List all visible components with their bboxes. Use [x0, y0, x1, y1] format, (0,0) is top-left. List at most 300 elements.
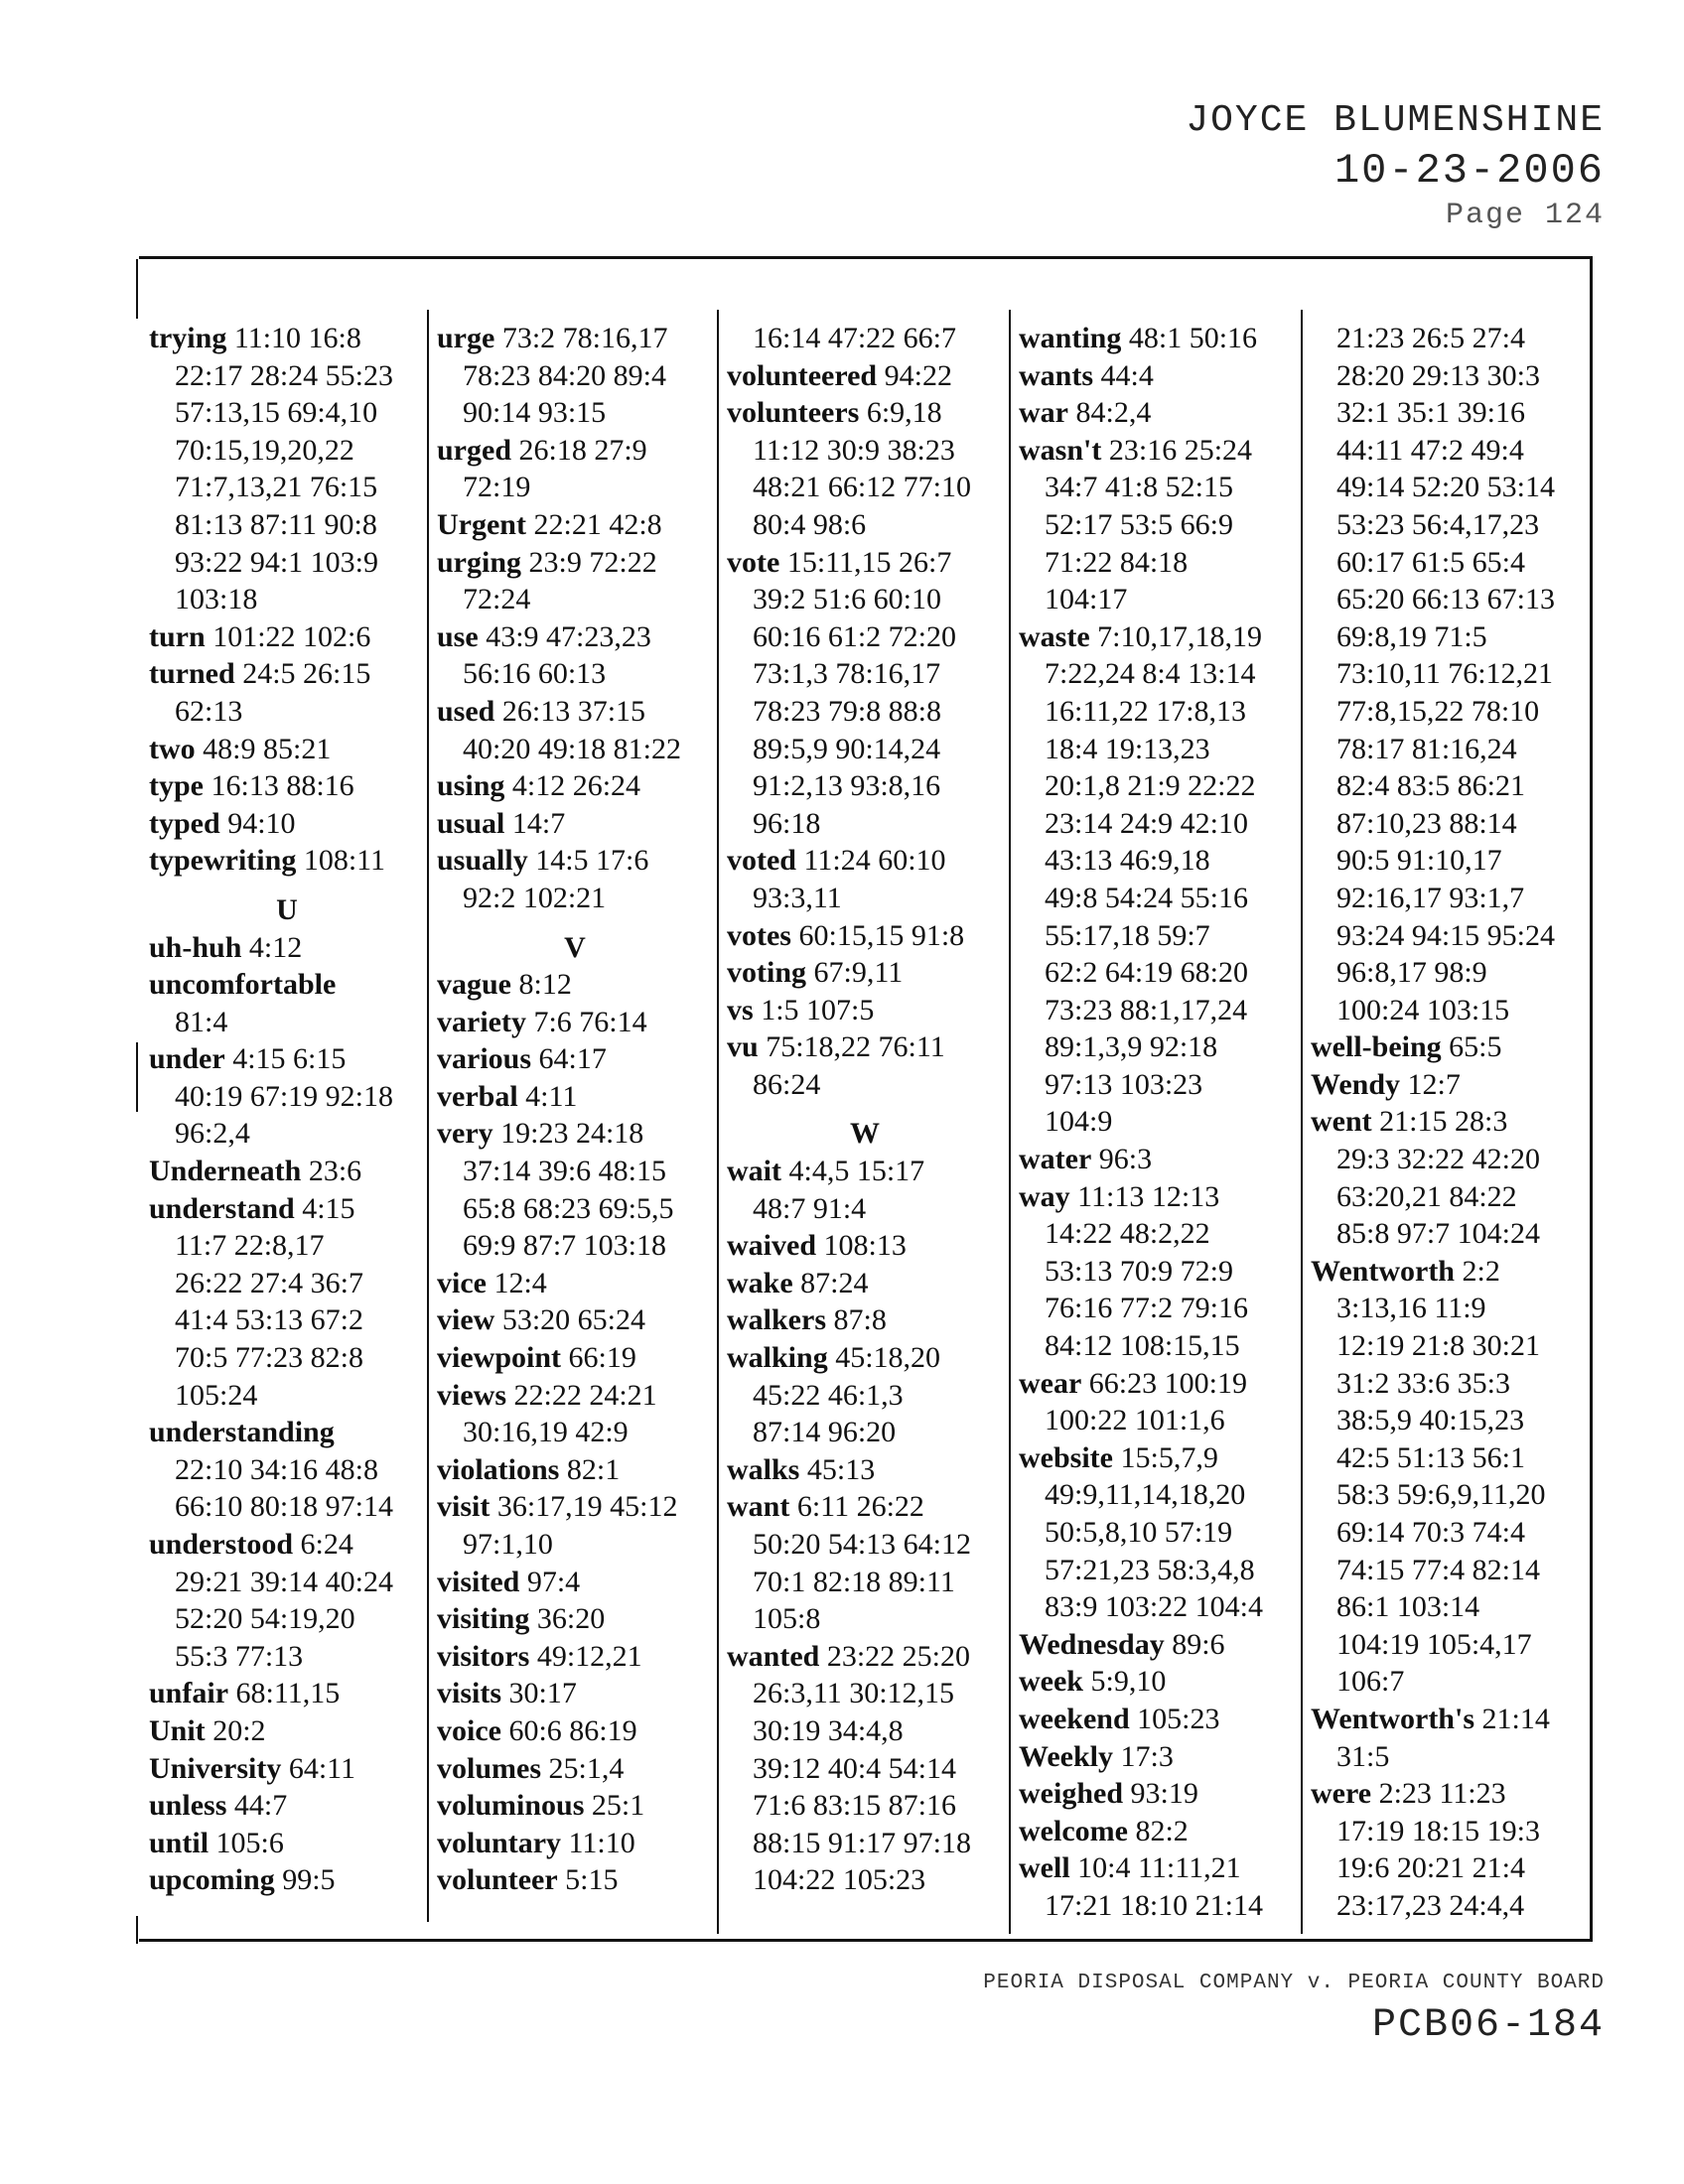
index-entry	[149, 1414, 425, 1451]
index-term: trying	[149, 322, 227, 354]
page-line-refs: 11:13 12:13	[1069, 1179, 1220, 1213]
column-divider	[717, 310, 719, 1934]
index-entry	[437, 544, 713, 582]
index-entry	[1019, 1439, 1295, 1477]
index-continuation: 20:1,8 21:9 22:22	[1045, 769, 1256, 803]
page-line-refs: 30:17	[501, 1677, 577, 1710]
index-term: understood	[149, 1528, 294, 1561]
index-entry	[437, 1115, 713, 1153]
index-continuation: 29:21 39:14 40:24	[175, 1565, 394, 1598]
index-continuation: 104:17	[1045, 583, 1128, 616]
page-line-refs: 15:5,7,9	[1112, 1440, 1218, 1474]
index-continuation: 81:4	[175, 1005, 228, 1038]
index-continuation: 72:19	[463, 471, 531, 504]
index-term: volunteered	[727, 358, 878, 392]
index-entry	[1019, 1626, 1295, 1664]
index-continuation: 100:24 103:15	[1336, 993, 1510, 1026]
index-entry	[437, 1564, 713, 1601]
index-term: volumes	[437, 1751, 541, 1785]
page-line-refs: 4:15	[294, 1191, 355, 1225]
index-continuation: 57:21,23 58:3,4,8	[1045, 1553, 1255, 1586]
index-continuation: 93:24 94:15 95:24	[1336, 918, 1556, 952]
index-entry	[437, 1078, 713, 1116]
index-continuation: 70:1 82:18 89:11	[753, 1565, 955, 1598]
index-continuation: 87:10,23 88:14	[1336, 806, 1517, 840]
page-line-refs: 45:18,20	[827, 1341, 941, 1375]
index-continuation: 17:21 18:10 21:14	[1045, 1888, 1264, 1922]
index-continuation: 76:16 77:2 79:16	[1045, 1292, 1249, 1325]
index-entry	[149, 929, 425, 967]
index-term: waste	[1019, 619, 1090, 653]
page-line-refs: 97:4	[519, 1565, 581, 1598]
page-line-refs: 26:18 27:9	[511, 433, 647, 467]
index-continuation: 39:12 40:4 54:14	[753, 1751, 957, 1785]
index-entry	[727, 1339, 1003, 1377]
page-line-refs: 87:8	[826, 1303, 887, 1337]
index-continuation: 18:4 19:13,23	[1045, 732, 1210, 765]
page-line-refs: 66:23 100:19	[1081, 1366, 1247, 1400]
index-entry	[149, 655, 425, 693]
index-continuation: 83:9 103:22 104:4	[1045, 1590, 1264, 1624]
index-entry	[1019, 1813, 1295, 1850]
index-term: visit	[437, 1490, 491, 1524]
page-line-refs: 20:2	[205, 1713, 266, 1747]
index-term: wants	[1019, 358, 1094, 392]
index-continuation: 89:1,3,9 92:18	[1045, 1030, 1218, 1064]
page-line-refs: 22:21 42:8	[525, 507, 662, 541]
index-entry	[437, 618, 713, 656]
index-continuation: 78:17 81:16,24	[1336, 732, 1517, 765]
index-entry	[1311, 1775, 1587, 1813]
index-continuation: 39:2 51:6 60:10	[753, 583, 942, 616]
index-continuation: 65:20 66:13 67:13	[1336, 583, 1556, 616]
index-continuation: 78:23 79:8 88:8	[753, 694, 942, 728]
column-divider	[1009, 310, 1011, 1934]
index-entry	[727, 954, 1003, 992]
index-term: urge	[437, 322, 495, 354]
index-entry	[1019, 1849, 1295, 1887]
index-continuation: 43:13 46:9,18	[1045, 844, 1210, 878]
page-line-refs: 14:7	[504, 806, 566, 840]
index-term: vote	[727, 545, 780, 579]
index-term: very	[437, 1117, 493, 1151]
index-continuation: 70:15,19,20,22	[175, 433, 354, 467]
page-line-refs: 94:10	[219, 806, 296, 840]
page-line-refs: 44:4	[1093, 358, 1154, 392]
index-entry	[727, 1153, 1003, 1190]
index-term: University	[149, 1751, 282, 1785]
index-continuation: 29:3 32:22 42:20	[1336, 1143, 1541, 1176]
index-continuation: 104:22 105:23	[753, 1863, 926, 1897]
index-entry	[1019, 618, 1295, 656]
index-entry	[437, 1600, 713, 1638]
index-continuation: 73:23 88:1,17,24	[1045, 993, 1248, 1026]
index-continuation: 26:22 27:4 36:7	[175, 1266, 364, 1299]
index-continuation: 103:18	[175, 583, 258, 616]
index-entry	[727, 1638, 1003, 1676]
page-line-refs: 4:11	[517, 1079, 578, 1113]
index-continuation: 69:9 87:7 103:18	[463, 1229, 667, 1263]
page-line-refs: 4:12 26:24	[504, 769, 641, 803]
index-continuation: 32:1 35:1 39:16	[1336, 396, 1526, 430]
index-continuation: 44:11 47:2 49:4	[1336, 433, 1524, 467]
index-continuation: 105:8	[753, 1602, 821, 1636]
index-continuation: 104:19 105:4,17	[1336, 1627, 1532, 1661]
index-entry	[149, 1787, 425, 1825]
index-continuation: 52:17 53:5 66:9	[1045, 507, 1234, 541]
index-continuation: 66:10 80:18 97:14	[175, 1490, 394, 1524]
index-term: uh-huh	[149, 930, 242, 964]
page-line-refs: 73:2 78:16,17	[494, 322, 668, 354]
index-continuation: 77:8,15,22 78:10	[1336, 694, 1540, 728]
index-entry	[437, 1265, 713, 1302]
index-term: uncomfortable	[149, 968, 337, 1002]
index-entry	[437, 1825, 713, 1862]
index-column-1	[149, 320, 425, 1899]
index-entry	[1019, 1141, 1295, 1178]
index-continuation: 106:7	[1336, 1665, 1405, 1699]
index-continuation: 105:24	[175, 1378, 258, 1412]
index-continuation: 80:4 98:6	[753, 507, 867, 541]
page-line-refs: 11:24 60:10	[796, 844, 946, 878]
index-entry	[149, 767, 425, 805]
index-entry	[437, 1712, 713, 1750]
index-continuation: 14:22 48:2,22	[1045, 1217, 1210, 1251]
index-continuation: 69:8,19 71:5	[1336, 619, 1487, 653]
index-term: wanting	[1019, 322, 1122, 354]
page-line-refs: 7:6 76:14	[525, 1005, 647, 1038]
index-continuation: 71:22 84:18	[1045, 545, 1189, 579]
index-term: vague	[437, 968, 511, 1002]
page-line-refs: 89:6	[1164, 1627, 1225, 1661]
index-entry	[727, 842, 1003, 880]
index-term: voting	[727, 956, 807, 990]
index-continuation: 17:19 18:15 19:3	[1336, 1814, 1541, 1847]
index-entry	[437, 1638, 713, 1676]
index-term: voluntary	[437, 1826, 562, 1859]
page-line-refs: 19:23 24:18	[492, 1117, 644, 1151]
index-entry	[437, 432, 713, 470]
column-divider	[1301, 310, 1303, 1934]
index-continuation: 3:13,16 11:9	[1336, 1292, 1486, 1325]
page-line-refs: 82:1	[559, 1452, 621, 1486]
section-gap	[727, 1103, 1003, 1115]
index-continuation: 86:24	[753, 1067, 821, 1101]
index-entry	[1019, 357, 1295, 395]
index-continuation: 28:20 29:13 30:3	[1336, 358, 1541, 392]
index-term: wear	[1019, 1366, 1082, 1400]
index-continuation: 89:5,9 90:14,24	[753, 732, 941, 765]
index-continuation: 60:16 61:2 72:20	[753, 619, 957, 653]
index-term: variety	[437, 1005, 526, 1038]
index-entry	[1311, 1701, 1587, 1738]
index-term: vice	[437, 1266, 487, 1299]
index-entry	[727, 1265, 1003, 1302]
page-line-refs: 24:5 26:15	[234, 657, 371, 691]
index-continuation: 26:3,11 30:12,15	[753, 1677, 955, 1710]
index-term: various	[437, 1042, 532, 1076]
index-term: well-being	[1311, 1030, 1442, 1064]
page-line-refs: 23:16 25:24	[1101, 433, 1253, 467]
index-term: wasn't	[1019, 433, 1102, 467]
index-entry	[1019, 1775, 1295, 1813]
index-term: waived	[727, 1229, 816, 1263]
index-continuation: 78:23 84:20 89:4	[463, 358, 667, 392]
index-term: turn	[149, 619, 206, 653]
index-continuation: 92:16,17 93:1,7	[1336, 881, 1525, 914]
index-entry	[437, 1750, 713, 1788]
index-term: viewpoint	[437, 1341, 562, 1375]
page-line-refs: 99:5	[274, 1863, 336, 1897]
index-term: way	[1019, 1179, 1070, 1213]
page-line-refs: 7:10,17,18,19	[1089, 619, 1262, 653]
index-term: walkers	[727, 1303, 826, 1337]
page-line-refs: 60:6 86:19	[500, 1713, 637, 1747]
page-line-refs: 87:24	[792, 1266, 869, 1299]
index-continuation: 71:6 83:15 87:16	[753, 1789, 957, 1823]
index-entry	[437, 842, 713, 880]
index-term: view	[437, 1303, 495, 1337]
index-continuation: 40:20 49:18 81:22	[463, 732, 682, 765]
index-term: wake	[727, 1266, 793, 1299]
index-entry	[437, 1301, 713, 1339]
section-gap	[149, 880, 425, 891]
page-line-refs: 25:1	[584, 1789, 645, 1823]
index-entry	[1019, 432, 1295, 470]
case-caption: PEORIA DISPOSAL COMPANY v. PEORIA COUNTY BOARD	[983, 1972, 1605, 1994]
index-entry	[149, 1040, 425, 1078]
index-term: walking	[727, 1341, 828, 1375]
index-continuation: 97:13 103:23	[1045, 1067, 1203, 1101]
index-term: voice	[437, 1713, 501, 1747]
index-entry	[149, 966, 425, 1004]
index-continuation: 88:15 91:17 97:18	[753, 1826, 972, 1859]
index-term: two	[149, 732, 196, 765]
index-term: vs	[727, 993, 754, 1026]
index-entry	[1019, 1178, 1295, 1216]
index-continuation: 65:8 68:23 69:5,5	[463, 1191, 674, 1225]
index-entry	[437, 1004, 713, 1041]
docket-number: PCB06-184	[1371, 2003, 1605, 2048]
index-term: Urgent	[437, 507, 526, 541]
index-continuation: 23:14 24:9 42:10	[1045, 806, 1249, 840]
index-continuation: 69:14 70:3 74:4	[1336, 1516, 1526, 1549]
index-entry	[437, 767, 713, 805]
index-term: visited	[437, 1565, 520, 1598]
index-continuation: 49:14 52:20 53:14	[1336, 471, 1556, 504]
index-term: welcome	[1019, 1814, 1128, 1847]
index-continuation: 57:13,15 69:4,10	[175, 396, 378, 430]
page-line-refs: 75:18,22 76:11	[758, 1030, 945, 1064]
index-continuation: 7:22,24 8:4 13:14	[1045, 657, 1256, 691]
index-continuation: 16:14 47:22 66:7	[753, 322, 957, 354]
page-line-refs: 5:15	[557, 1863, 619, 1897]
index-continuation: 31:5	[1336, 1739, 1390, 1773]
page-line-refs: 21:14	[1474, 1702, 1550, 1735]
index-continuation: 50:20 54:13 64:12	[753, 1528, 972, 1561]
index-entry	[437, 1488, 713, 1526]
page-line-refs: 11:10 16:8	[226, 322, 361, 354]
section-letter: W	[850, 1117, 880, 1151]
index-continuation: 11:12 30:9 38:23	[753, 433, 955, 467]
section-letter: V	[564, 930, 586, 964]
index-continuation: 63:20,21 84:22	[1336, 1179, 1517, 1213]
index-term: Underneath	[149, 1155, 302, 1188]
index-continuation: 49:9,11,14,18,20	[1045, 1478, 1246, 1512]
index-continuation: 73:1,3 78:16,17	[753, 657, 941, 691]
index-term: usual	[437, 806, 505, 840]
index-column-4	[1019, 320, 1295, 1925]
index-continuation: 30:16,19 42:9	[463, 1416, 629, 1449]
index-entry	[437, 320, 713, 357]
page-line-refs: 48:9 85:21	[195, 732, 332, 765]
index-term: violations	[437, 1452, 560, 1486]
index-continuation: 58:3 59:6,9,11,20	[1336, 1478, 1546, 1512]
index-entry	[727, 357, 1003, 395]
index-term: used	[437, 694, 495, 728]
page-line-refs: 53:20 65:24	[494, 1303, 645, 1337]
index-term: type	[149, 769, 204, 803]
page-line-refs: 60:15,15 91:8	[790, 918, 965, 952]
index-entry	[437, 1675, 713, 1712]
page-line-refs: 23:22 25:20	[819, 1639, 971, 1673]
index-continuation: 82:4 83:5 86:21	[1336, 769, 1526, 803]
index-continuation: 37:14 39:6 48:15	[463, 1155, 667, 1188]
index-term: urged	[437, 433, 511, 467]
index-continuation: 90:5 91:10,17	[1336, 844, 1502, 878]
page-line-refs: 94:22	[877, 358, 952, 392]
index-term: unless	[149, 1789, 227, 1823]
index-term: until	[149, 1826, 210, 1859]
index-term: verbal	[437, 1079, 518, 1113]
index-entry	[437, 1040, 713, 1078]
index-continuation: 19:6 20:21 21:4	[1336, 1851, 1526, 1885]
index-entry	[149, 1712, 425, 1750]
page-line-refs: 36:20	[529, 1602, 606, 1636]
index-entry	[727, 917, 1003, 955]
index-continuation: 53:13 70:9 72:9	[1045, 1254, 1234, 1288]
index-term: Wentworth	[1311, 1254, 1455, 1288]
index-continuation: 16:11,22 17:8,13	[1045, 694, 1247, 728]
index-term: Unit	[149, 1713, 206, 1747]
page-line-refs: 105:6	[209, 1826, 284, 1859]
page-line-refs: 45:13	[799, 1452, 876, 1486]
index-continuation: 22:10 34:16 48:8	[175, 1452, 379, 1486]
page-line-refs: 12:4	[486, 1266, 547, 1299]
page-line-refs: 6:9,18	[859, 396, 942, 430]
index-continuation: 84:12 108:15,15	[1045, 1329, 1240, 1363]
page-line-refs: 105:23	[1129, 1702, 1220, 1735]
page-line-refs: 108:13	[816, 1229, 907, 1263]
index-term: upcoming	[149, 1863, 275, 1897]
page-line-refs: 5:9,10	[1082, 1665, 1167, 1699]
index-term: visitors	[437, 1639, 530, 1673]
index-continuation: 100:22 101:1,6	[1045, 1404, 1225, 1437]
page-line-refs: 6:24	[293, 1528, 353, 1561]
index-term: were	[1311, 1777, 1372, 1811]
index-entry	[1311, 1028, 1587, 1066]
index-term: typed	[149, 806, 220, 840]
page-line-refs: 1:5 107:5	[753, 993, 875, 1026]
index-continuation: 62:2 64:19 68:20	[1045, 956, 1249, 990]
index-column-3	[727, 320, 1003, 1899]
index-continuation: 92:2 102:21	[463, 881, 607, 914]
index-entry	[1019, 320, 1295, 357]
index-entry	[149, 1861, 425, 1899]
index-entry	[1311, 1103, 1587, 1141]
index-term: Wendy	[1311, 1067, 1401, 1101]
index-continuation: 56:16 60:13	[463, 657, 607, 691]
index-continuation: 87:14 96:20	[753, 1416, 897, 1449]
margin-mark	[136, 1042, 138, 1112]
index-continuation: 91:2,13 93:8,16	[753, 769, 941, 803]
index-entry	[437, 1861, 713, 1899]
index-term: walks	[727, 1452, 800, 1486]
index-continuation: 53:23 56:4,17,23	[1336, 507, 1540, 541]
index-continuation: 93:22 94:1 103:9	[175, 545, 379, 579]
index-entry	[727, 394, 1003, 432]
index-entry	[1311, 1066, 1587, 1104]
index-entry	[727, 544, 1003, 582]
index-continuation: 50:5,8,10 57:19	[1045, 1516, 1233, 1549]
page-line-refs: 23:9 72:22	[521, 545, 657, 579]
index-entry	[727, 1301, 1003, 1339]
index-term: war	[1019, 396, 1068, 430]
page-line-refs: 10:4 11:11,21	[1069, 1851, 1241, 1885]
index-entry	[727, 1451, 1003, 1489]
index-continuation: 48:21 66:12 77:10	[753, 471, 972, 504]
index-term: votes	[727, 918, 791, 952]
index-continuation: 60:17 61:5 65:4	[1336, 545, 1526, 579]
index-continuation: 41:4 53:13 67:2	[175, 1303, 364, 1337]
page-line-refs: 64:11	[281, 1751, 356, 1785]
index-entry	[437, 1787, 713, 1825]
page-line-refs: 68:11,15	[228, 1677, 341, 1710]
page-line-refs: 36:17,19 45:12	[490, 1490, 678, 1524]
index-continuation: 96:8,17 98:9	[1336, 956, 1487, 990]
index-entry	[149, 320, 425, 357]
page-line-refs: 11:10	[561, 1826, 635, 1859]
page-line-refs: 44:7	[226, 1789, 288, 1823]
page-line-refs: 6:11 26:22	[789, 1490, 924, 1524]
index-entry	[149, 1526, 425, 1564]
index-continuation: 31:2 33:6 35:3	[1336, 1366, 1511, 1400]
index-continuation: 40:19 67:19 92:18	[175, 1079, 394, 1113]
index-entry	[437, 1339, 713, 1377]
deposition-date: 10-23-2006	[1333, 147, 1605, 195]
index-entry	[727, 1227, 1003, 1265]
index-term: weighed	[1019, 1777, 1123, 1811]
index-entry	[149, 1825, 425, 1862]
index-entry	[437, 506, 713, 544]
index-entry	[437, 693, 713, 731]
index-term: understand	[149, 1191, 295, 1225]
index-term: voluminous	[437, 1789, 585, 1823]
section-letter: U	[276, 892, 298, 926]
index-term: volunteers	[727, 396, 860, 430]
index-term: views	[437, 1378, 506, 1412]
index-continuation: 70:5 77:23 82:8	[175, 1341, 364, 1375]
index-continuation: 12:19 21:8 30:21	[1336, 1329, 1541, 1363]
index-term: typewriting	[149, 844, 297, 878]
index-continuation: 62:13	[175, 694, 243, 728]
index-continuation: 104:9	[1045, 1105, 1113, 1139]
page-line-refs: 82:2	[1127, 1814, 1189, 1847]
index-entry	[1019, 1738, 1295, 1776]
index-term: want	[727, 1490, 790, 1524]
index-continuation: 71:7,13,21 76:15	[175, 471, 378, 504]
index-term: urging	[437, 545, 522, 579]
